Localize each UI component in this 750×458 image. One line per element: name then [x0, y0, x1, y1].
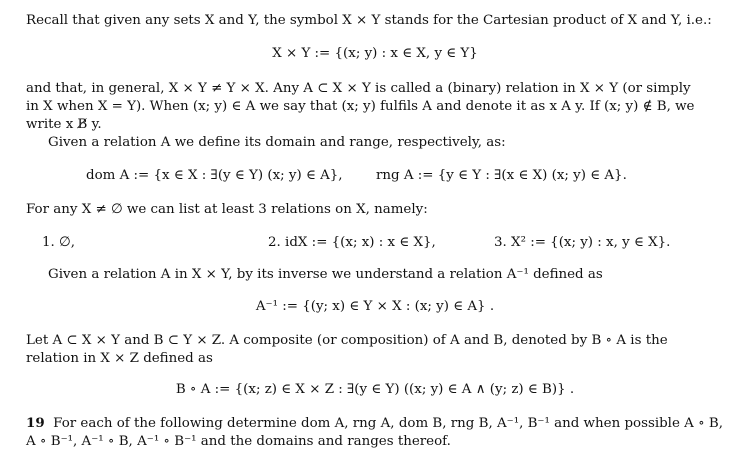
relation-item-identity: 2. idX := {(x; x) : x ∈ X}, [268, 235, 436, 250]
exercise-text-line1: For each of the following determine dom A, rng A, dom B, rng B, A⁻¹, B⁻¹ and when possible A ∘ B, [53, 416, 723, 431]
relation-item-empty: 1. ∅, [42, 235, 75, 250]
paragraph-relation-line3: write x B̸ y. [26, 117, 102, 132]
paragraph-relation-line2: in X when X = Y). When (x; y) ∈ A we say that (x; y) fulfils A and denote it as x A y. If (x; y) ∉ B, we [26, 99, 695, 114]
paragraph-inverse-intro: Given a relation A in X × Y, by its inverse we understand a relation A⁻¹ defined as [48, 267, 603, 282]
paragraph-composite-line1: Let A ⊂ X × Y and B ⊂ Y × Z. A composite (or composition) of A and B, denoted by B ∘ A is the [26, 333, 668, 348]
paragraph-three-relations: For any X ≠ ∅ we can list at least 3 relations on X, namely: [26, 202, 428, 217]
equation-range: rng A := {y ∈ Y : ∃(x ∈ X) (x; y) ∈ A}. [376, 168, 627, 183]
equation-composite: B ∘ A := {(x; z) ∈ X × Z : ∃(y ∈ Y) ((x; y) ∈ A ∧ (y; z) ∈ B)} . [175, 382, 575, 397]
paragraph-cartesian-intro: Recall that given any sets X and Y, the symbol X × Y stands for the Cartesian product of X and Y, i.e.: [26, 13, 712, 28]
paragraph-relation-line1: and that, in general, X × Y ≠ Y × X. Any A ⊂ X × Y is called a (binary) relation in X × Y (or simply [26, 81, 691, 96]
equation-domain: dom A := {x ∈ X : ∃(y ∈ Y) (x; y) ∈ A}, [86, 168, 343, 183]
exercise-line2: A ∘ B⁻¹, A⁻¹ ∘ B, A⁻¹ ∘ B⁻¹ and the domains and ranges thereof. [26, 434, 451, 449]
equation-inverse: A⁻¹ := {(y; x) ∈ Y × X : (x; y) ∈ A} . [255, 299, 495, 314]
equation-cartesian-product: X × Y := {(x; y) : x ∈ X, y ∈ Y} [272, 46, 478, 61]
paragraph-domain-range-intro: Given a relation A we define its domain and range, respectively, as: [48, 135, 506, 150]
exercise-line1 [26, 415, 723, 432]
paragraph-composite-line2: relation in X × Z defined as [26, 351, 213, 366]
relation-item-square: 3. X² := {(x; y) : x, y ∈ X}. [494, 235, 671, 250]
exercise-number: 19 [26, 415, 45, 431]
